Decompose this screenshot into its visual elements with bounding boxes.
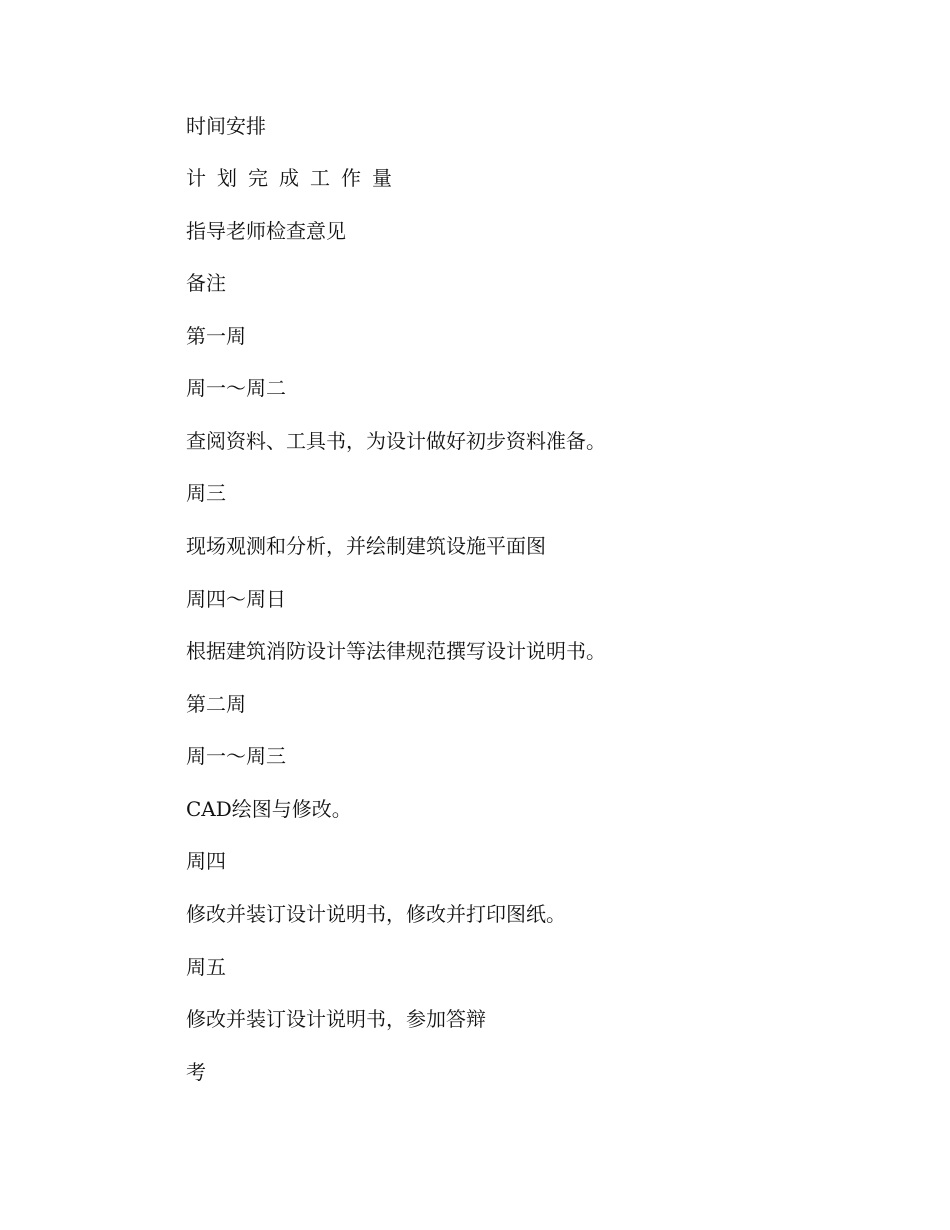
text-line: 根据建筑消防设计等法律规范撰写设计说明书。 — [186, 639, 606, 663]
text-line: 修改并装订设计说明书，参加答辩 — [186, 1007, 486, 1031]
text-line: 考 — [186, 1060, 206, 1084]
text-line: 时间安排 — [186, 114, 266, 138]
text-line: 第一周 — [186, 324, 246, 348]
text-line: 备注 — [186, 271, 226, 295]
text-line: CAD绘图与修改。 — [186, 797, 352, 821]
text-line: 指导老师检查意见 — [186, 219, 346, 243]
text-line: 周四～周日 — [186, 587, 286, 611]
text-line: 现场观测和分析，并绘制建筑设施平面图 — [186, 534, 546, 558]
text-line: 修改并装订设计说明书，修改并打印图纸。 — [186, 902, 566, 926]
text-line: 周一～周三 — [186, 744, 286, 768]
text-line: 第二周 — [186, 692, 246, 716]
text-line: 周五 — [186, 955, 226, 979]
text-line: 周四 — [186, 849, 226, 873]
text-line: 计划完成工作量 — [186, 166, 403, 190]
text-line: 周一～周二 — [186, 376, 286, 400]
text-line: 周三 — [186, 481, 226, 505]
text-line: 查阅资料、工具书，为设计做好初步资料准备。 — [186, 429, 606, 453]
